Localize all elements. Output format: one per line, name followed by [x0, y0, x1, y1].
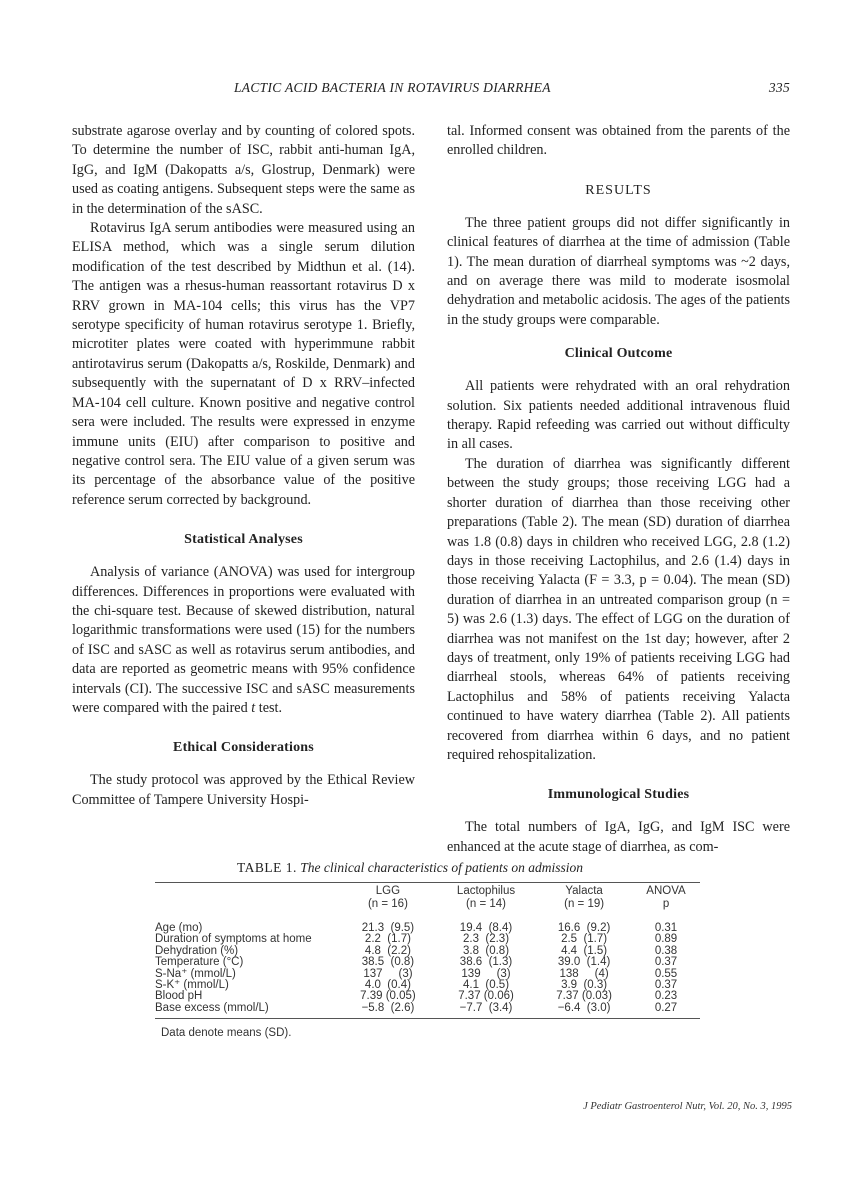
column-n-lgg: (n = 16): [367, 898, 408, 910]
table-cell: 38.6 (1.3): [459, 956, 513, 969]
table-footnote: Data denote means (SD).: [161, 1027, 292, 1040]
table-caption: [237, 860, 700, 876]
table-cell: 0.55: [654, 967, 678, 980]
column-header-lgg: LGG: [375, 885, 401, 897]
paragraph: All patients were rehydrated with an oral rehydration solution. Six patients needed additional intravenous fluid therapy. Rapid refeeding was carried out without difficulty in all cases.: [447, 378, 790, 453]
table-cell: 138 (4): [559, 967, 609, 980]
table-1: [155, 860, 700, 1039]
table-cell: 3.8 (0.8): [463, 944, 510, 957]
paragraph: The three patient groups did not differ significantly in clinical features of diarrhea at the time of admission (Table 1). The mean duration of diarrheal symptoms was ~2 days, and on average there was mild to moderate isosmolal dehydration and metabolic acidosis. The ages of the patients in the study groups were comparable.: [447, 214, 790, 328]
section-heading-clinical-outcome: Clinical Outcome: [564, 346, 673, 362]
section-heading-immunological-studies: Immunological Studies: [547, 787, 690, 803]
table-cell: Dehydration (%): [155, 944, 239, 957]
table-cell: 4.8 (2.2): [364, 944, 411, 957]
table-cell: 0.37: [654, 979, 678, 992]
table-cell: 4.1 (0.5): [463, 979, 510, 992]
table-cell: 39.0 (1.4): [557, 956, 611, 969]
table-cell: 19.4 (8.4): [459, 922, 513, 934]
table-cell: 2.5 (1.7): [561, 933, 608, 946]
column-n-yalacta: (n = 19): [564, 898, 605, 910]
table-label: TABLE 1.: [237, 860, 297, 875]
table-cell: Base excess (mmol/L): [155, 1001, 269, 1014]
table-cell: 0.27: [654, 1001, 678, 1014]
clinical-characteristics-table: [155, 883, 700, 1014]
section-heading-statistical-analyses: Statistical Analyses: [184, 532, 303, 548]
paragraph: Rotavirus IgA serum antibodies were measured using an ELISA method, which was a single serum dilution modification of the test described by Midthun et al. (14). The antigen was a rhesus-human reassortant rotavirus D x RRV grown in MA-104 cells; this virus has the VP7 serotype specificity of human rotavirus serotype 1. Briefly, microtiter plates were coated with hyperimmune rabbit antirotavirus serum (Dakopatts a/s, Roskilde, Denmark) and subsequently with the supernatant of D x RRV–infected MA-104 cell culture. Known positive and negative control sera were included. The results were expressed in enzyme immune units (EIU) after comparison to positive and negative control sera. The EIU value of a given serum was its percentage of the absorbance value of the positive reference serum corrected by background.: [72, 220, 415, 508]
paragraph: Analysis of variance (ANOVA) was used for intergroup differences. Differences in proportions were evaluated with the chi-square test. Because of skewed distribution, natural logarithmic transformations were used (15) for the numbers of ISC and sASC as well as rotavirus serum antibodies, and data are reported as geometric means with 95% confidence intervals (CI). The successive ISC and sASC measurements were compared with the paired t test.: [72, 564, 415, 716]
table-cell: −6.4 (3.0): [557, 1001, 611, 1014]
table-row: [155, 957, 700, 968]
column-n-lactophilus: (n = 14): [466, 898, 506, 910]
right-column: [447, 122, 790, 857]
table-cell: 3.9 (0.3): [561, 979, 608, 992]
table-cell: −5.8 (2.6): [361, 1001, 415, 1014]
table-cell: 2.3 (2.3): [463, 933, 510, 946]
table-cell: 139 (3): [461, 967, 511, 980]
table-row: [155, 1003, 700, 1014]
paragraph: The duration of diarrhea was significantly different between the study groups; those receiving LGG had a shorter duration of diarrhea than those receiving other preparations (Table 2). The mean (SD) duration of diarrhea was 1.8 (0.8) days in children who received LGG, 2.8 (1.2) days in those receiving Lactophilus, and 2.6 (1.4) days in those receiving Yalacta (F = 3.3, p = 0.04). The mean (SD) duration of diarrhea in an untreated comparison group (n = 5) was 2.6 (1.3) days. The effect of LGG on the duration of diarrhea was not manifest on the 1st day; however, after 2 days of treatment, only 19% of patients receiving LGG had diarrheal stools, whereas 64% of patients receiving Lactophilus and 58% of patients receiving Yalacta continued to have watery diarrhea (Table 2). All patients recovered from diarrhea within 6 days, and no patient required rehospitalization.: [447, 455, 790, 763]
table-cell: 0.37: [654, 956, 678, 969]
left-column: [72, 122, 415, 810]
table-title: The clinical characteristics of patients on admission: [300, 860, 584, 875]
table-cell: 38.5 (0.8): [361, 956, 415, 969]
table-cell: 7.37 (0.06): [458, 990, 514, 1003]
table-cell: 0.23: [654, 990, 678, 1003]
paragraph: tal. Informed consent was obtained from the parents of the enrolled children.: [447, 123, 790, 159]
table-cell: 7.39 (0.05): [360, 990, 416, 1003]
table-cell: Duration of symptoms at home: [155, 933, 312, 946]
table-cell: 137 (3): [363, 967, 413, 980]
table-bottom-rule: [155, 1018, 700, 1019]
page-number: 335: [768, 80, 790, 95]
column-n-anova: p: [662, 898, 670, 910]
section-heading-results: RESULTS: [585, 182, 652, 198]
table-cell: −7.7 (3.4): [459, 1001, 513, 1014]
column-header-yalacta: Yalacta: [565, 885, 603, 897]
table-header-row: [155, 883, 700, 898]
paragraph: The study protocol was approved by the Ethical Review Committee of Tampere University Hospi-: [72, 772, 415, 808]
table-cell: 7.37 (0.03): [556, 990, 612, 1003]
table-cell: S-Na⁺ (mmol/L): [155, 967, 236, 980]
journal-citation-footer: J Pediatr Gastroenterol Nutr, Vol. 20, No. 3, 1995: [583, 1101, 792, 1112]
section-heading-ethical-considerations: Ethical Considerations: [173, 740, 314, 756]
table-cell: 4.4 (1.5): [561, 944, 608, 957]
column-header-lactophilus: Lactophilus: [456, 885, 516, 897]
running-header: [72, 80, 790, 100]
table-cell: 21.3 (9.5): [361, 922, 415, 934]
table-cell: 0.89: [654, 933, 678, 946]
table-row: [155, 969, 700, 980]
column-header-anova: ANOVA: [646, 885, 686, 897]
table-cell: S-K⁺ (mmol/L): [155, 979, 229, 992]
table-cell: Blood pH: [155, 990, 203, 1003]
table-cell: Temperature (°C): [155, 956, 244, 969]
table-cell: 2.2 (1.7): [364, 933, 411, 946]
table-header-subrow: [155, 898, 700, 911]
table-cell: 4.0 (0.4): [364, 979, 411, 992]
table-cell: Age (mo): [155, 922, 203, 934]
paragraph: substrate agarose overlay and by counting of colored spots. To determine the number of ISC, rabbit anti-human IgA, IgG, and IgM (Dakopatts a/s, Glostrup, Denmark) were used as coating antigens. Subsequent steps were the same as in the determination of the sASC.: [72, 123, 415, 217]
paragraph: The total numbers of IgA, IgG, and IgM ISC were enhanced at the acute stage of diarrhea, as com-: [447, 819, 790, 855]
table-cell: 0.31: [654, 922, 678, 934]
running-title: LACTIC ACID BACTERIA IN ROTAVIRUS DIARRHEA: [234, 80, 551, 95]
table-cell: 16.6 (9.2): [557, 922, 611, 934]
table-cell: 0.38: [654, 944, 678, 957]
table-row: [155, 980, 700, 991]
